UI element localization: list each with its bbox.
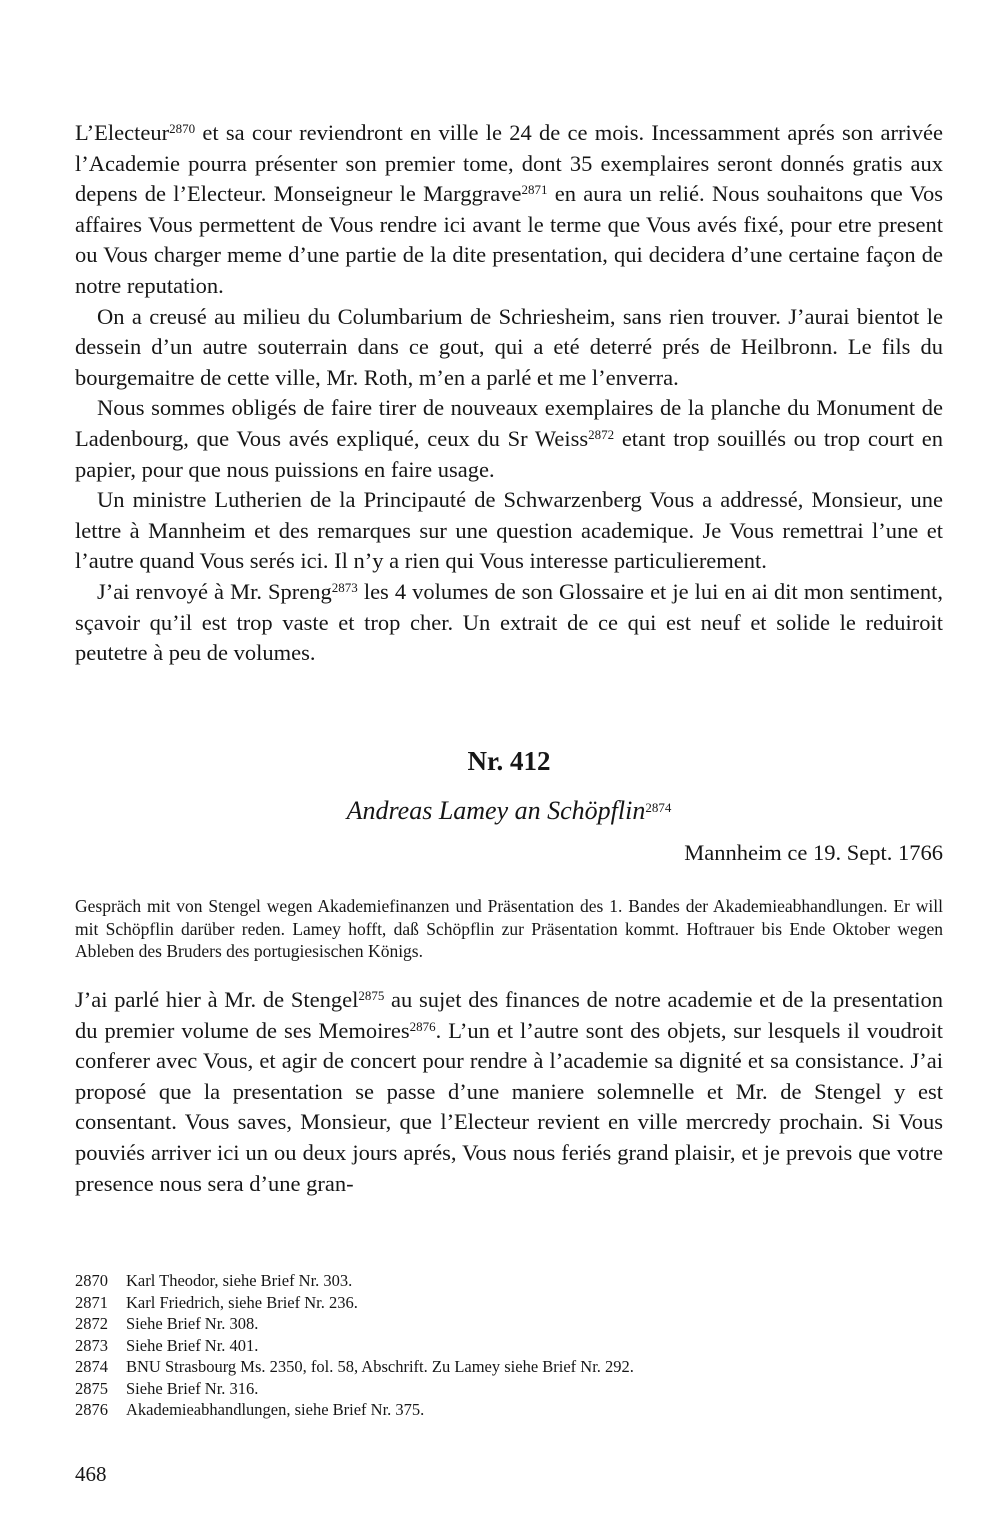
footnote-ref-2876: 2876 bbox=[409, 1018, 436, 1034]
footnote-item bbox=[75, 1292, 943, 1314]
footnote-number: 2871 bbox=[75, 1292, 108, 1312]
paragraph-1-text-c: en aura un relié. Nous souhaitons que Vos affaires Vous permettent de Vous rendre ici avant le terme que Vous avés fixé, pour etre present ou Vous charger meme d’une partie de la dite presentation, qui decidera d’une certaine façon de notre reputation. bbox=[75, 181, 943, 298]
footnote-ref-2875: 2875 bbox=[358, 987, 385, 1003]
footnote-text: Karl Theodor, siehe Brief Nr. 303. bbox=[126, 1271, 353, 1290]
footnote-text: Siehe Brief Nr. 401. bbox=[126, 1335, 259, 1355]
letter-summary: Gespräch mit von Stengel wegen Akademiefinanzen und Präsentation des 1. Bandes der Akademieabhandlungen. Er will mit Schöpflin darüber reden. Lamey hofft, daß Schöpflin zur Präsentation kommt. Hoftrauer bis Ende Oktober wegen Ableben des Bruders des portugiesischen Königs. bbox=[75, 896, 943, 961]
paragraph-5-text-b: les 4 volumes de son Glossaire et je lui en ai dit mon sentiment, sçavoir qu’il est trop vaste et trop cher. Un extrait de ce qui est neuf et solide le reduiroit peutetre à peu de volumes. bbox=[75, 578, 943, 666]
paragraph-5 bbox=[75, 577, 943, 669]
paragraph-3-text-b: etant trop souillés ou trop court en papier, pour que nous puissions en faire usage. bbox=[75, 425, 943, 482]
footnote-ref-2872: 2872 bbox=[588, 426, 615, 442]
letter-body-text-b: au sujet des finances de notre academie et de la presentation du premier volume de ses Memoires bbox=[75, 987, 944, 1043]
footnote-text: Karl Friedrich, siehe Brief Nr. 236. bbox=[126, 1292, 358, 1312]
footnote-number: 2874 bbox=[75, 1357, 108, 1376]
letter-author-text: Andreas Lamey an Schöpflin bbox=[346, 796, 646, 825]
letter-body-text-c: . L’un et l’autre sont des objets, sur lesquels il voudroit conferer avec Vous, et agir de concert pour rendre à l’academie sa dignité et sa consistance. J’ai proposé que la presentation se passe d’une maniere solemnelle et Mr. de Stengel y est consentant. Vous saves, Monsieur, que l’Electeur revient en ville mercredy prochain. Si Vous pouviés arriver ici un ou deux jours aprés, Vous nous feriés grand plaisir, et je prevois que votre presence nous sera d’une gran- bbox=[75, 1017, 943, 1196]
paragraph-3-text-a: Nous sommes obligés de faire tirer de nouveaux exemplaires de la planche du Monument de Ladenbourg, que Vous avés expliqué, ceux du Sr Weiss bbox=[75, 395, 943, 451]
footnote-item bbox=[75, 1356, 943, 1378]
footnote-text: Siehe Brief Nr. 316. bbox=[126, 1378, 259, 1398]
paragraph-1-text-b: et sa cour reviendront en ville le 24 de ce mois. Incessamment aprés son arrivée l’Academie pourra présenter son premier tome, dont 35 exemplaires seront donnés gratis aux depens de l’Electeur. Monseigneur le Marggrave bbox=[75, 120, 943, 207]
footnote-item bbox=[75, 1270, 943, 1292]
letter-body bbox=[75, 985, 943, 1199]
footnote-text: BNU Strasbourg Ms. 2350, fol. 58, Abschrift. Zu Lamey siehe Brief Nr. 292. bbox=[126, 1357, 634, 1376]
footnote-number: 2873 bbox=[75, 1335, 108, 1355]
footnote-number: 2870 bbox=[75, 1271, 108, 1290]
footnote-item bbox=[75, 1399, 943, 1421]
footnote-number: 2872 bbox=[75, 1314, 108, 1333]
footnote-item bbox=[75, 1378, 943, 1400]
paragraph-1 bbox=[75, 118, 943, 302]
letter-body-paragraph bbox=[75, 985, 943, 1199]
paragraph-4: Un ministre Lutherien de la Principauté de Schwarzenberg Vous a addressé, Monsieur, une lettre à Mannheim et des remarques sur une question academique. Je Vous remettrai l’une et l’autre quand Vous serés ici. Il n’y a rien qui Vous interesse particulierement. bbox=[75, 487, 943, 574]
footnote-text: Akademieabhandlungen, siehe Brief Nr. 375. bbox=[126, 1400, 425, 1419]
paragraph-1-text-a: L’Electeur bbox=[75, 120, 170, 145]
footnote-ref-2874: 2874 bbox=[645, 799, 672, 815]
previous-letter-continuation bbox=[75, 118, 943, 669]
page-number: 468 bbox=[75, 1462, 107, 1486]
letter-place-date: Mannheim ce 19. Sept. 1766 bbox=[684, 840, 943, 865]
letter-body-text-a: J’ai parlé hier à Mr. de Stengel bbox=[75, 987, 359, 1012]
paragraph-3 bbox=[75, 393, 943, 485]
footnote-ref-2870: 2870 bbox=[169, 120, 196, 136]
letter-number-heading: Nr. 412 bbox=[467, 746, 551, 776]
footnote-text: Siehe Brief Nr. 308. bbox=[126, 1314, 259, 1333]
footnote-item bbox=[75, 1313, 943, 1335]
footnotes-list bbox=[75, 1270, 943, 1421]
footnote-number: 2875 bbox=[75, 1378, 108, 1398]
footnote-ref-2873: 2873 bbox=[331, 579, 358, 595]
footnote-number: 2876 bbox=[75, 1400, 108, 1419]
paragraph-5-text-a: J’ai renvoyé à Mr. Spreng bbox=[97, 578, 332, 604]
letter-author-heading bbox=[75, 795, 943, 827]
footnote-item bbox=[75, 1335, 943, 1357]
footnote-ref-2871: 2871 bbox=[521, 182, 548, 198]
paragraph-2: On a creusé au milieu du Columbarium de Schriesheim, sans rien trouver. J’aurai bientot le dessein d’un autre souterrain dans ce gout, qui a eté deterré prés de Heilbronn. Le fils du bourgemaitre de cette ville, Mr. Roth, m’en a parlé et me l’enverra. bbox=[75, 303, 943, 390]
